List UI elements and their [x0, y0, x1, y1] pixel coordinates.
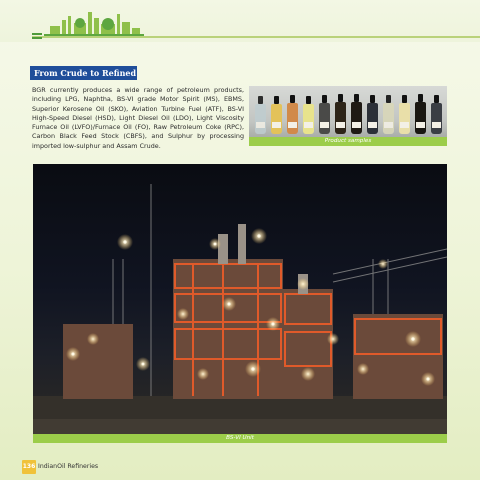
- refinery-skyline-icon: [44, 8, 144, 38]
- product-samples-caption: Product samples: [249, 137, 447, 146]
- header-rule-mark: [32, 33, 42, 35]
- bs-vi-unit-caption: BS-VI Unit: [33, 434, 447, 443]
- publication-title: IndianOil Refineries: [38, 463, 99, 470]
- body-paragraph: BGR currently produces a wide range of petroleum products, including LPG, Naphtha, BS-VI grade Motor Spirit (MS), EBMS, Superior Kerosene Oil (SKO), Aviation Turbine Fuel (ATF), BS-VI High-Speed Diesel (HSD), Light Diesel Oil (LDO), Light Viscosity Furnace Oil (LVFO)/Furnace Oil (FO), Raw Petroleum Coke (RPC), Carbon Black Feed Stock (CBFS), and Sulphur by processing imported low-sulphur and Assam Crude.: [32, 86, 244, 150]
- header-rule: [32, 36, 480, 38]
- page-footer: [0, 456, 480, 480]
- section-heading: From Crude to Refined: [30, 66, 137, 80]
- page-number: 136: [22, 460, 36, 474]
- product-samples-photo: [249, 86, 447, 137]
- bs-vi-unit-photo: [33, 164, 447, 434]
